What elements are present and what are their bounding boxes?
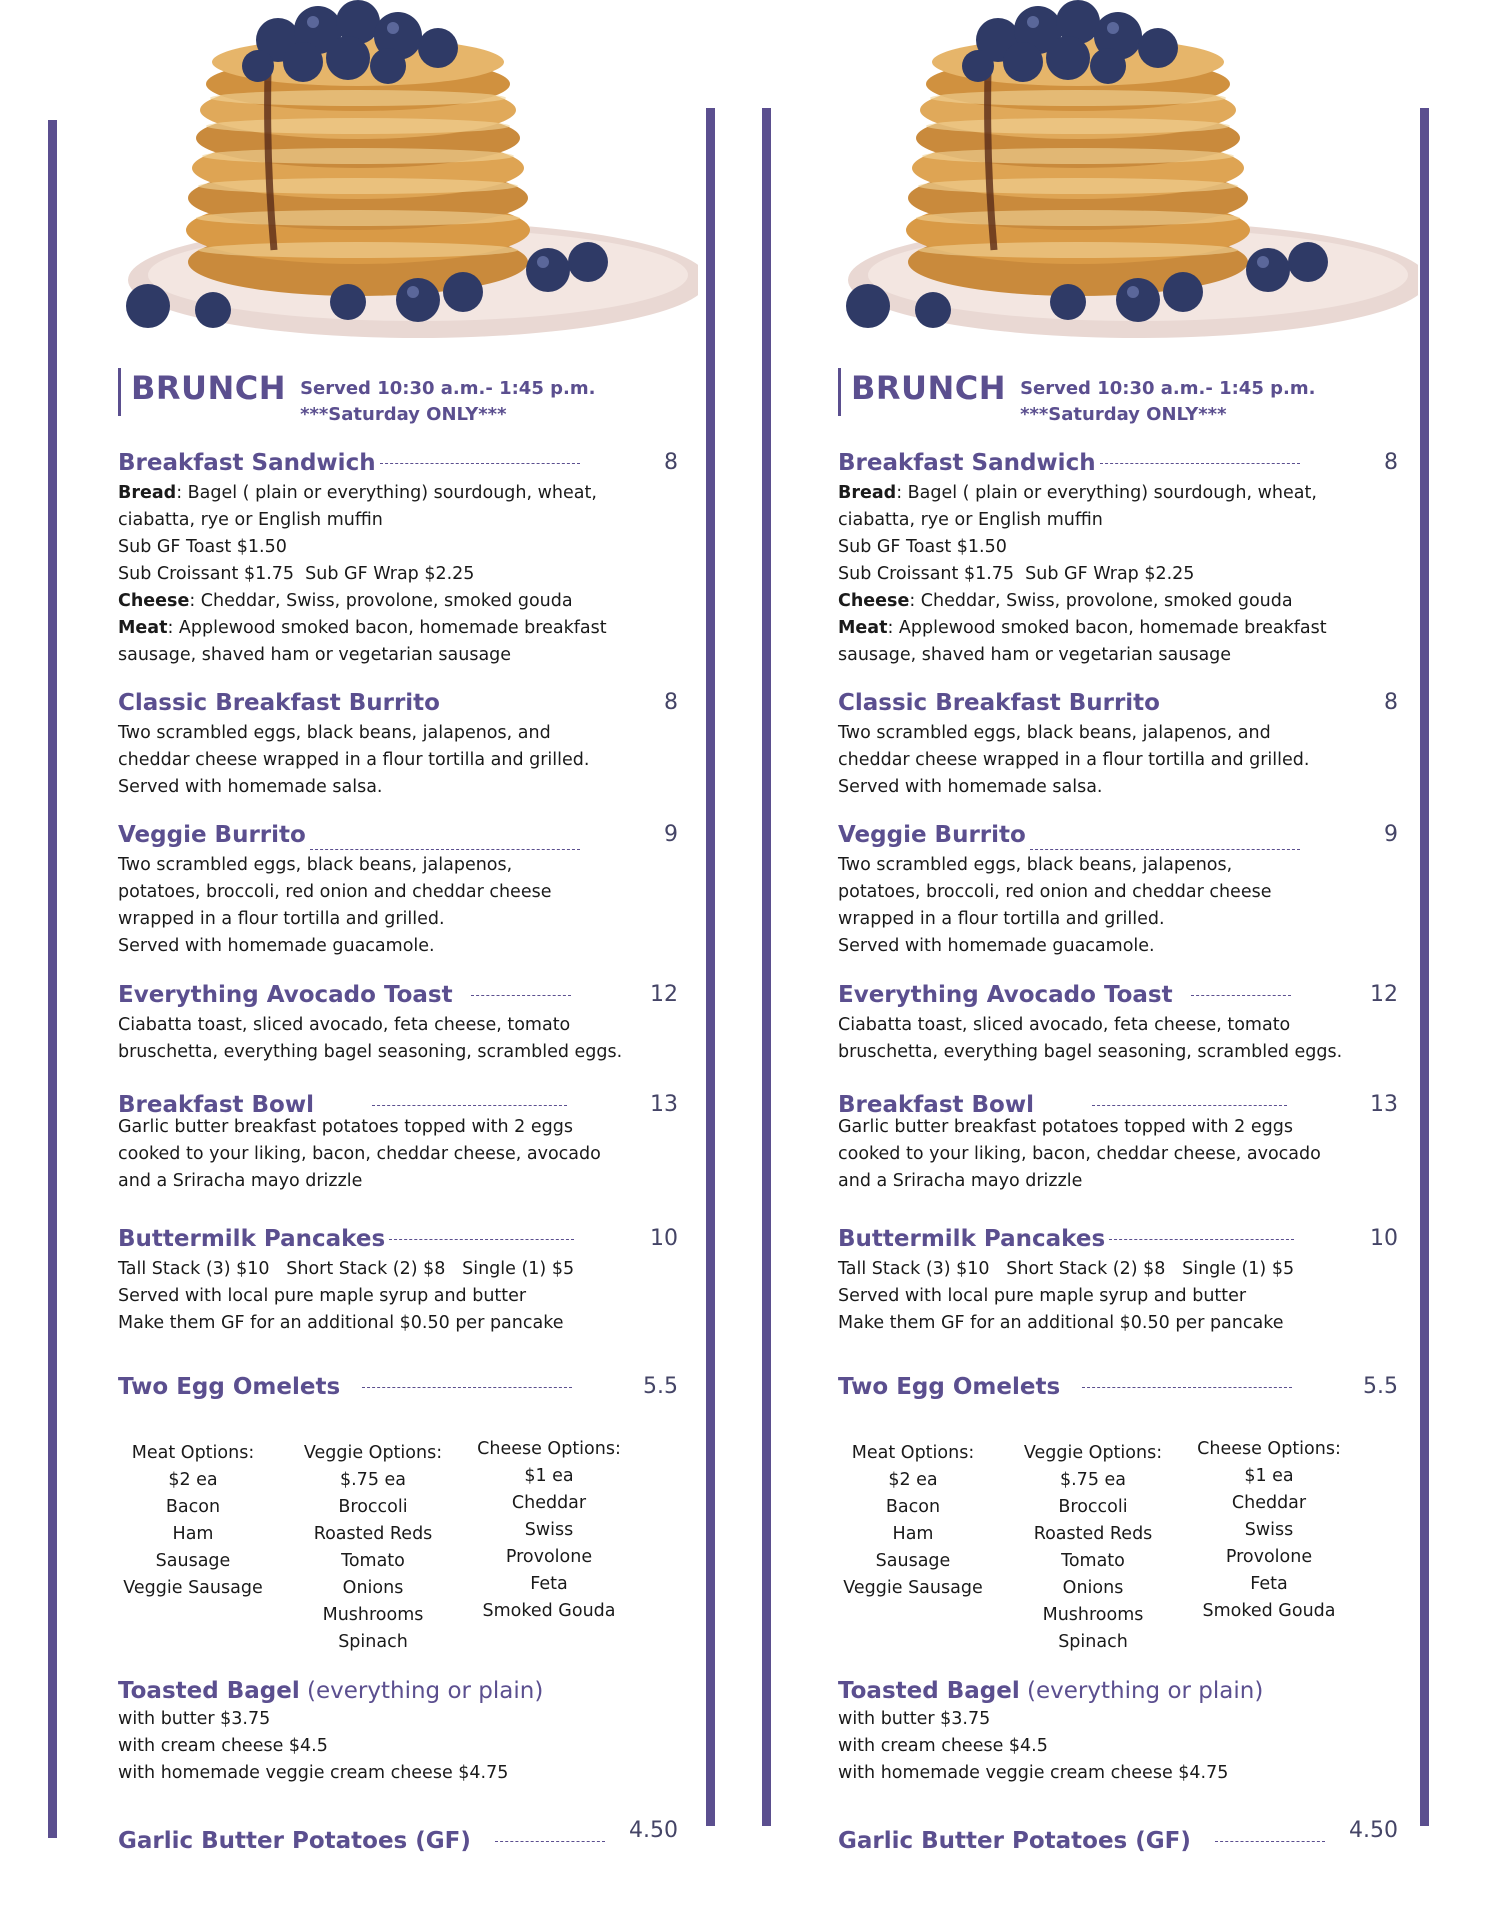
menu-item-breakfast-bowl xyxy=(118,1090,678,1195)
dash-leader xyxy=(1082,1387,1292,1388)
dash-leader xyxy=(1215,1841,1325,1842)
dash-leader xyxy=(389,1239,574,1240)
menu-item-classic-breakfast-burrito xyxy=(838,688,1398,801)
desc-line: Tall Stack (3) $10 Short Stack (2) $8 Single (1) $5 xyxy=(838,1259,1295,1279)
option-line: Broccoli xyxy=(338,1497,408,1517)
desc-line: cooked to your liking, bacon, cheddar cheese, avocado xyxy=(118,1144,601,1164)
item-price: 5.5 xyxy=(1363,1374,1398,1399)
desc-line: Two scrambled eggs, black beans, jalapenos, xyxy=(838,855,1233,875)
serving-hours xyxy=(300,376,595,428)
option-line: Cheddar xyxy=(1231,1493,1307,1513)
desc-line: with homemade veggie cream cheese $4.75 xyxy=(118,1763,509,1783)
item-name: Breakfast Sandwich xyxy=(118,450,376,476)
option-title: Veggie Options: xyxy=(303,1443,443,1463)
served-time: Served 10:30 a.m.- 1:45 p.m. xyxy=(300,378,596,399)
item-name: Toasted Bagel xyxy=(118,1678,300,1704)
item-name: Garlic Butter Potatoes (GF) xyxy=(838,1828,1191,1854)
option-title: Meat Options: xyxy=(851,1443,975,1463)
brunch-heading xyxy=(118,366,595,428)
saturday-only-note: ***Saturday ONLY*** xyxy=(1020,404,1227,425)
dash-leader xyxy=(1109,1239,1294,1240)
dash-leader xyxy=(372,1105,567,1106)
menu-item-classic-breakfast-burrito xyxy=(118,688,678,801)
menu-item-two-egg-omelets xyxy=(838,1372,1398,1402)
desc-line: Two scrambled eggs, black beans, jalapenos, and xyxy=(118,723,551,743)
item-name: Everything Avocado Toast xyxy=(118,982,453,1008)
desc-line: Ciabatta toast, sliced avocado, feta cheese, tomato xyxy=(838,1015,1291,1035)
item-price: 5.5 xyxy=(643,1374,678,1399)
menu-item-toasted-bagel xyxy=(838,1676,1398,1787)
meat-options xyxy=(838,1440,988,1602)
option-line: Sausage xyxy=(875,1551,951,1571)
item-name: Everything Avocado Toast xyxy=(838,982,1173,1008)
menu-panel-right xyxy=(838,0,1438,1920)
saturday-only-note: ***Saturday ONLY*** xyxy=(300,404,507,425)
item-description xyxy=(118,480,678,669)
option-line: $1 ea xyxy=(1244,1466,1294,1486)
desc-line: with cream cheese $4.5 xyxy=(118,1736,328,1756)
menu-item-veggie-burrito xyxy=(838,820,1398,960)
serving-hours xyxy=(1020,376,1315,428)
option-line: Swiss xyxy=(1244,1520,1294,1540)
menu-item-two-egg-omelets xyxy=(118,1372,678,1402)
cheese-options xyxy=(1194,1436,1344,1625)
left-border-rule xyxy=(48,120,57,1838)
desc-line: sausage, shaved ham or vegetarian sausage xyxy=(118,645,512,665)
omelet-options xyxy=(838,1440,1398,1660)
item-name: Breakfast Bowl xyxy=(838,1092,1034,1118)
option-line: Bacon xyxy=(165,1497,221,1517)
option-line: Mushrooms xyxy=(322,1605,424,1625)
option-line: Sausage xyxy=(155,1551,231,1571)
veggie-options xyxy=(1018,1440,1168,1656)
item-name: Breakfast Sandwich xyxy=(838,450,1096,476)
desc-line: : Cheddar, Swiss, provolone, smoked gouda xyxy=(909,591,1293,611)
desc-line: cheddar cheese wrapped in a flour tortilla and grilled. xyxy=(118,750,590,770)
item-description xyxy=(838,852,1398,960)
desc-line: bruschetta, everything bagel seasoning, scrambled eggs. xyxy=(118,1042,623,1062)
item-description xyxy=(118,720,678,801)
item-price: 8 xyxy=(664,450,678,475)
desc-line: Served with local pure maple syrup and butter xyxy=(838,1286,1247,1306)
desc-line: Sub GF Toast $1.50 xyxy=(118,537,287,557)
item-price: 12 xyxy=(650,982,678,1007)
item-name: Toasted Bagel xyxy=(838,1678,1020,1704)
item-description xyxy=(838,1114,1398,1195)
dash-leader xyxy=(1092,1105,1287,1106)
item-name: Two Egg Omelets xyxy=(838,1374,1061,1400)
option-line: Onions xyxy=(1062,1578,1124,1598)
veggie-options xyxy=(298,1440,448,1656)
desc-line: with cream cheese $4.5 xyxy=(838,1736,1048,1756)
option-line: $2 ea xyxy=(888,1470,938,1490)
dash-leader xyxy=(471,995,571,996)
dash-leader xyxy=(1191,995,1291,996)
desc-line: and a Sriracha mayo drizzle xyxy=(118,1171,363,1191)
option-line: Roasted Reds xyxy=(1033,1524,1153,1544)
option-line: Provolone xyxy=(1225,1547,1313,1567)
menu-item-garlic-butter-potatoes xyxy=(838,1818,1398,1856)
dash-leader xyxy=(495,1841,605,1842)
desc-line: Ciabatta toast, sliced avocado, feta cheese, tomato xyxy=(118,1015,571,1035)
dash-leader xyxy=(380,463,580,464)
item-name: Breakfast Bowl xyxy=(118,1092,314,1118)
option-line: Provolone xyxy=(505,1547,593,1567)
item-description xyxy=(118,1114,678,1195)
menu-item-breakfast-sandwich xyxy=(118,448,678,669)
desc-line: Served with homemade guacamole. xyxy=(118,936,435,956)
desc-label: Cheese xyxy=(838,591,910,611)
desc-line: wrapped in a flour tortilla and grilled. xyxy=(838,909,1165,929)
option-line: Bacon xyxy=(885,1497,941,1517)
menu-item-everything-avocado-toast xyxy=(118,980,678,1066)
pancake-stack-image xyxy=(838,0,1418,340)
omelet-options xyxy=(118,1440,678,1660)
item-name: Veggie Burrito xyxy=(118,822,306,848)
desc-line: Make them GF for an additional $0.50 per pancake xyxy=(118,1313,564,1333)
desc-line: Two scrambled eggs, black beans, jalapenos, xyxy=(118,855,513,875)
menu-panel-left xyxy=(118,0,718,1920)
item-name-note: (everything or plain) xyxy=(299,1678,544,1704)
option-line: Swiss xyxy=(524,1520,574,1540)
option-line: $.75 ea xyxy=(339,1470,407,1490)
option-line: $2 ea xyxy=(168,1470,218,1490)
cheese-options xyxy=(474,1436,624,1625)
menu-item-breakfast-sandwich xyxy=(838,448,1398,669)
desc-line: and a Sriracha mayo drizzle xyxy=(838,1171,1083,1191)
option-line: Spinach xyxy=(338,1632,408,1652)
section-title: BRUNCH xyxy=(851,369,1007,407)
desc-label: Bread xyxy=(838,483,897,503)
item-description xyxy=(118,1256,678,1337)
desc-line: Tall Stack (3) $10 Short Stack (2) $8 Single (1) $5 xyxy=(118,1259,575,1279)
desc-line: : Bagel ( plain or everything) sourdough, wheat, xyxy=(176,483,597,503)
desc-line: Two scrambled eggs, black beans, jalapenos, and xyxy=(838,723,1271,743)
item-price: 10 xyxy=(1370,1226,1398,1251)
item-name: Classic Breakfast Burrito xyxy=(838,690,1160,716)
option-line: $1 ea xyxy=(524,1466,574,1486)
option-line: $.75 ea xyxy=(1059,1470,1127,1490)
option-line: Smoked Gouda xyxy=(1202,1601,1336,1621)
option-line: Tomato xyxy=(341,1551,405,1571)
menu-item-breakfast-bowl xyxy=(838,1090,1398,1195)
desc-line: ciabatta, rye or English muffin xyxy=(118,510,383,530)
option-line: Smoked Gouda xyxy=(482,1601,616,1621)
item-description xyxy=(838,1012,1398,1066)
desc-line: bruschetta, everything bagel seasoning, scrambled eggs. xyxy=(838,1042,1343,1062)
option-line: Roasted Reds xyxy=(313,1524,433,1544)
desc-line: Garlic butter breakfast potatoes topped with 2 eggs xyxy=(118,1117,573,1137)
section-title: BRUNCH xyxy=(131,369,287,407)
desc-line: Sub GF Toast $1.50 xyxy=(838,537,1007,557)
meat-options xyxy=(118,1440,268,1602)
item-description xyxy=(838,720,1398,801)
item-name: Veggie Burrito xyxy=(838,822,1026,848)
item-name: Buttermilk Pancakes xyxy=(838,1226,1106,1252)
item-price: 8 xyxy=(1384,690,1398,715)
desc-line: sausage, shaved ham or vegetarian sausage xyxy=(838,645,1232,665)
option-line: Veggie Sausage xyxy=(843,1578,983,1598)
desc-label: Bread xyxy=(118,483,177,503)
desc-label: Meat xyxy=(838,618,888,638)
item-price: 9 xyxy=(1384,822,1398,847)
desc-line: Garlic butter breakfast potatoes topped with 2 eggs xyxy=(838,1117,1293,1137)
item-price: 9 xyxy=(664,822,678,847)
dash-leader xyxy=(1030,849,1300,850)
desc-line: : Applewood smoked bacon, homemade breakfast xyxy=(887,618,1327,638)
dash-leader xyxy=(1100,463,1300,464)
served-time: Served 10:30 a.m.- 1:45 p.m. xyxy=(1020,378,1316,399)
desc-line: Sub Croissant $1.75 Sub GF Wrap $2.25 xyxy=(838,564,1195,584)
item-price: 13 xyxy=(1370,1092,1398,1117)
dash-leader xyxy=(310,849,580,850)
desc-line: Served with local pure maple syrup and butter xyxy=(118,1286,527,1306)
desc-line: Served with homemade salsa. xyxy=(118,777,383,797)
menu-item-everything-avocado-toast xyxy=(838,980,1398,1066)
option-line: Feta xyxy=(530,1574,568,1594)
desc-line: cooked to your liking, bacon, cheddar cheese, avocado xyxy=(838,1144,1321,1164)
desc-label: Cheese xyxy=(118,591,190,611)
item-name: Garlic Butter Potatoes (GF) xyxy=(118,1828,471,1854)
pancake-stack-image xyxy=(118,0,698,340)
option-line: Broccoli xyxy=(1058,1497,1128,1517)
item-price: 4.50 xyxy=(1349,1818,1398,1843)
item-name: Two Egg Omelets xyxy=(118,1374,341,1400)
desc-line: : Bagel ( plain or everything) sourdough, wheat, xyxy=(896,483,1317,503)
menu-item-veggie-burrito xyxy=(118,820,678,960)
item-description xyxy=(838,1706,1398,1787)
menu-item-buttermilk-pancakes xyxy=(118,1224,678,1337)
option-line: Veggie Sausage xyxy=(123,1578,263,1598)
option-line: Tomato xyxy=(1061,1551,1125,1571)
item-name: Classic Breakfast Burrito xyxy=(118,690,440,716)
option-line: Mushrooms xyxy=(1042,1605,1144,1625)
brunch-heading xyxy=(838,366,1315,428)
desc-line: : Cheddar, Swiss, provolone, smoked gouda xyxy=(189,591,573,611)
desc-line: Served with homemade guacamole. xyxy=(838,936,1155,956)
desc-line: potatoes, broccoli, red onion and cheddar cheese xyxy=(118,882,552,902)
menu-item-toasted-bagel xyxy=(118,1676,678,1787)
option-line: Cheddar xyxy=(511,1493,587,1513)
option-line: Spinach xyxy=(1058,1632,1128,1652)
desc-line: Make them GF for an additional $0.50 per pancake xyxy=(838,1313,1284,1333)
desc-line: with butter $3.75 xyxy=(838,1709,991,1729)
item-name: Buttermilk Pancakes xyxy=(118,1226,386,1252)
desc-line: potatoes, broccoli, red onion and cheddar cheese xyxy=(838,882,1272,902)
item-price: 10 xyxy=(650,1226,678,1251)
item-description xyxy=(118,1706,678,1787)
desc-line: Sub Croissant $1.75 Sub GF Wrap $2.25 xyxy=(118,564,475,584)
heading-accent-bar xyxy=(838,368,841,416)
option-title: Cheese Options: xyxy=(1197,1439,1341,1459)
item-description xyxy=(118,1012,678,1066)
desc-line: with butter $3.75 xyxy=(118,1709,271,1729)
item-description xyxy=(838,480,1398,669)
item-price: 4.50 xyxy=(629,1818,678,1843)
item-description xyxy=(118,852,678,960)
item-price: 8 xyxy=(664,690,678,715)
option-line: Feta xyxy=(1250,1574,1288,1594)
desc-line: wrapped in a flour tortilla and grilled. xyxy=(118,909,445,929)
desc-line: cheddar cheese wrapped in a flour tortilla and grilled. xyxy=(838,750,1310,770)
desc-line: ciabatta, rye or English muffin xyxy=(838,510,1103,530)
option-title: Cheese Options: xyxy=(477,1439,621,1459)
option-line: Ham xyxy=(892,1524,934,1544)
item-description xyxy=(838,1256,1398,1337)
center-border-rule-b xyxy=(762,108,771,1826)
item-price: 13 xyxy=(650,1092,678,1117)
item-price: 12 xyxy=(1370,982,1398,1007)
option-title: Veggie Options: xyxy=(1023,1443,1163,1463)
item-name-note: (everything or plain) xyxy=(1019,1678,1264,1704)
option-line: Onions xyxy=(342,1578,404,1598)
menu-item-buttermilk-pancakes xyxy=(838,1224,1398,1337)
option-title: Meat Options: xyxy=(131,1443,255,1463)
item-price: 8 xyxy=(1384,450,1398,475)
option-line: Ham xyxy=(172,1524,214,1544)
desc-line: Served with homemade salsa. xyxy=(838,777,1103,797)
menu-item-garlic-butter-potatoes xyxy=(118,1818,678,1856)
desc-line: with homemade veggie cream cheese $4.75 xyxy=(838,1763,1229,1783)
desc-label: Meat xyxy=(118,618,168,638)
heading-accent-bar xyxy=(118,368,121,416)
dash-leader xyxy=(362,1387,572,1388)
desc-line: : Applewood smoked bacon, homemade breakfast xyxy=(167,618,607,638)
